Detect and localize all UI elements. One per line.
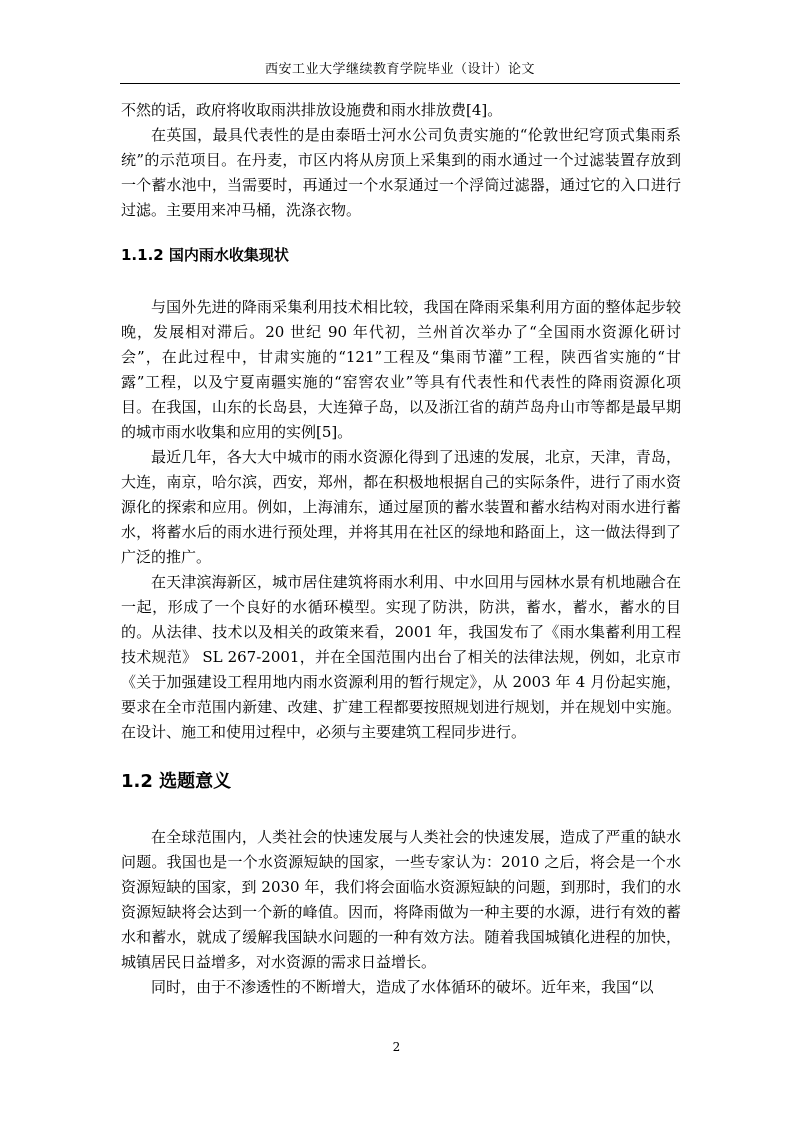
section-heading-1-1-2: 1.1.2 国内雨水收集现状 — [121, 246, 289, 264]
paragraph: 同时，由于不渗透性的不断增大，造成了水体循环的破坏。近年来，我国“以 — [151, 978, 654, 996]
paragraph: 在全球范围内，人类社会的快速发展与人类社会的快速发展，造成了严重的缺水问题。我国也是一个水资源短缺的国家，一些专家认为：2010 之后，将会是一个水资源短缺的国家，到 2030 年，我们将会面临水资源短缺的问题，到那时，我们的水资源短缺将会达到一个新的峰值。因而，将降雨做为一种主要的水源，进行有效的蓄水和蓄水，就成了缓解我国缺水问题的一种有效方法。随着我国城镇化进程的加快，城镇居民日益增多，对水资源的需求日益增长。 — [121, 828, 681, 971]
section-heading-1-2: 1.2 选题意义 — [121, 771, 232, 792]
running-header: 西安工业大学继续教育学院毕业（设计）论文 — [264, 62, 535, 77]
page-number: 2 — [392, 1040, 401, 1054]
paragraph: 在天津滨海新区，城市居住建筑将雨水利用、中水回用与园林水景有机地融合在一起，形成了一个良好的水循环模型。实现了防洪，防洪，蓄水，蓄水，蓄水的目的。从法律、技术以及相关的政策来看，2001 年，我国发布了《雨水集蓄利用工程技术规范》 SL 267-2001，并在全国范围内出台了相关的法律法规，例如，北京市《关于加强建设工程用地内雨水资源利用的暂行规定》，从 2003 年 4 月份起实施，要求在全市范围内新建、改建、扩建工程都要按照规划进行规划，并在规划中实施。在设计、施工和使用过程中，必须与主要建筑工程同步进行。 — [121, 573, 681, 741]
paragraph: 最近几年，各大大中城市的雨水资源化得到了迅速的发展，北京，天津，青岛，大连，南京，哈尔滨，西安，郑州，都在积极地根据自己的实际条件，进行了雨水资源化的探索和应用。例如，上海浦东，通过屋顶的蓄水装置和蓄水结构对雨水进行蓄水，将蓄水后的雨水进行预处理，并将其用在社区的绿地和路面上，这一做法得到了广泛的推广。 — [121, 448, 681, 566]
paragraph: 不然的话，政府将收取雨洪排放设施费和雨水排放费[4]。 — [121, 101, 503, 119]
header-divider — [120, 83, 680, 84]
paragraph: 在英国，最具代表性的是由泰晤士河水公司负责实施的“伦敦世纪穹顶式集雨系统”的示范项目。在丹麦，市区内将从房顶上采集到的雨水通过一个过滤装置存放到一个蓄水池中，当需要时，再通过一个水泵通过一个浮筒过滤器，通过它的入口进行过滤。主要用来冲马桶，洗涤衣物。 — [121, 126, 681, 219]
page-body — [121, 98, 681, 1000]
paragraph: 与国外先进的降雨采集利用技术相比较，我国在降雨采集利用方面的整体起步较晚，发展相对滞后。20 世纪 90 年代初，兰州首次举办了“全国雨水资源化研讨会”，在此过程中，甘肃实施的“121”工程及“集雨节灌”工程，陕西省实施的“甘露”工程，以及宁夏南疆实施的“窑窖农业”等具有代表性和代表性的降雨资源化项目。在我国，山东的长岛县，大连獐子岛，以及浙江省的葫芦岛舟山市等都是最早期的城市雨水收集和应用的实例[5]。 — [121, 298, 681, 441]
